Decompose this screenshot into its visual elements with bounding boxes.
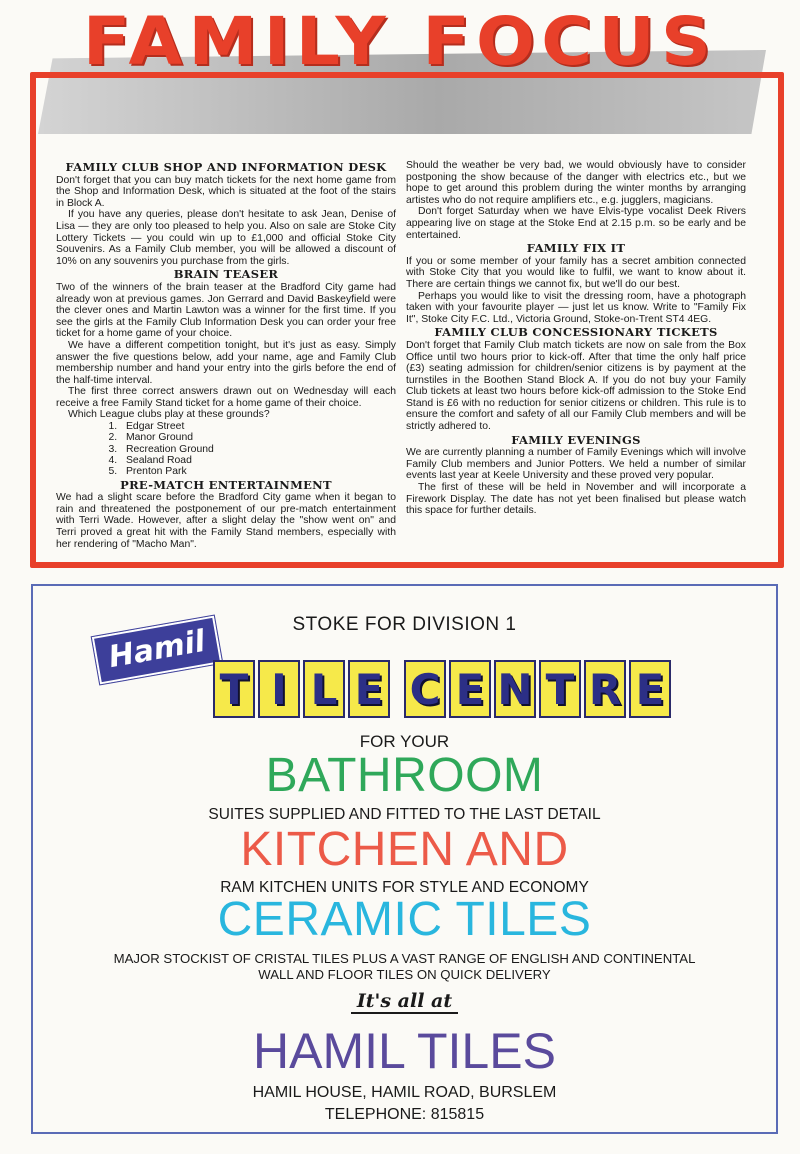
ad-ceramic-line-2: WALL AND FLOOR TILES ON QUICK DELIVERY bbox=[258, 967, 551, 982]
section-paragraph: Two of the winners of the brain teaser at the Bradford City game had already won at previous games. Jon Gerrard and David Baskeyfield were the clever ones and Martin Lawton was a winner for the first time. If you see the girls at the Family Club Information Desk you can order your free ticket for a home game of your choice. bbox=[56, 281, 396, 340]
grounds-list-item: 4. Sealand Road bbox=[120, 455, 396, 466]
section-paragraph: Which League clubs play at these grounds? bbox=[68, 409, 270, 421]
tile-letter: E bbox=[348, 660, 390, 718]
ad-kitchen: KITCHEN AND bbox=[240, 823, 569, 876]
grounds-list bbox=[120, 421, 396, 477]
grounds-list-item: 5. Prenton Park bbox=[120, 466, 396, 477]
section-paragraph: Don't forget Saturday when we have Elvis-type vocalist Deek Rivers appearing live on stage at the Stoke End at 2.15 p.m. so be early and be entertained. bbox=[406, 206, 746, 241]
tile-centre-logo bbox=[213, 658, 671, 720]
section-paragraph: Don't forget that you can buy match tickets for the next home game from the Shop and Information Desk, which is situated at the foot of the stairs in Block A. bbox=[56, 174, 396, 209]
ad-address: HAMIL HOUSE, HAMIL ROAD, BURSLEM bbox=[252, 1084, 557, 1101]
tile-letter: L bbox=[303, 660, 345, 718]
grounds-list-item: 3. Recreation Ground bbox=[120, 444, 396, 455]
tile-letter: R bbox=[584, 660, 626, 718]
tile-letter: E bbox=[449, 660, 491, 718]
section-heading: FAMILY CLUB CONCESSIONARY TICKETS bbox=[434, 325, 718, 340]
section-paragraph: We have a different competition tonight, but it's just as easy. Simply answer the five questions below, add your name, age and Family Club membership number and hand your entry into the girls before the end of the half-time interval. bbox=[56, 339, 396, 386]
section-paragraph: Perhaps you would like to visit the dressing room, have a photograph taken with your favourite player — just let us know. Write to "Family Fix It", Stoke City F.C. Ltd., Victoria Ground, Stoke-on-Trent ST4 4EG. bbox=[406, 290, 746, 325]
grounds-list-item: 1. Edgar Street bbox=[120, 421, 396, 432]
tile-letter: N bbox=[494, 660, 536, 718]
tile-letter: T bbox=[213, 660, 255, 718]
its-all-at-text: It's all at bbox=[351, 990, 458, 1014]
left-column bbox=[56, 160, 396, 550]
tile-letter bbox=[393, 660, 401, 718]
tile-letter: C bbox=[404, 660, 446, 718]
ad-kitchen-line: RAM KITCHEN UNITS FOR STYLE AND ECONOMY bbox=[220, 879, 589, 896]
ad-telephone: TELEPHONE: 815815 bbox=[324, 1106, 485, 1123]
section-heading: PRE-MATCH ENTERTAINMENT bbox=[120, 477, 332, 492]
hamil-tiles-advert bbox=[31, 584, 778, 1134]
section-paragraph: If you or some member of your family has a secret ambition connected with Stoke City that you would like to fulfil, we want to know about it. There are certain things we cannot fix, but we'll do our best. bbox=[406, 255, 746, 290]
ad-its-all-at bbox=[33, 990, 776, 1012]
tile-letter: E bbox=[629, 660, 671, 718]
section-heading: BRAIN TEASER bbox=[173, 267, 279, 282]
grounds-list-item: 2. Manor Ground bbox=[120, 432, 396, 443]
focus-columns bbox=[56, 160, 746, 550]
section-heading: FAMILY EVENINGS bbox=[511, 432, 641, 447]
section-paragraph: We are currently planning a number of Family Evenings which will involve Family Club members and Junior Potters. We held a number of similar events last year at Keele University and these proved very popular. bbox=[406, 447, 746, 482]
section-paragraph: If you have any queries, please don't hesitate to ask Jean, Denise of Lisa — they are only too pleased to help you. Also on sale are Stoke City Lottery Tickets — you could win up to £1,000 and official Stoke City Souvenirs. As a Family Club member, you will be allowed a discount of 10% on any souvenirs you purchase from the girls. bbox=[56, 209, 396, 267]
ad-slogan: STOKE FOR DIVISION 1 bbox=[292, 614, 517, 635]
section-heading: FAMILY CLUB SHOP AND INFORMATION DESK bbox=[65, 160, 387, 174]
section-heading: FAMILY FIX IT bbox=[526, 241, 626, 256]
section-paragraph: Should the weather be very bad, we would obviously have to consider postponing the show because of the danger with electrics etc., but we hope to get around this problem during the winter months by arranging artistes who do not require amplifiers etc., e.g. jugglers, magicians. bbox=[406, 160, 746, 206]
ad-ceramic: CERAMIC TILES bbox=[217, 893, 592, 946]
ad-bathroom-line: SUITES SUPPLIED AND FITTED TO THE LAST DETAIL bbox=[208, 806, 601, 823]
section-paragraph: The first three correct answers drawn out on Wednesday will each receive a free Family Stand ticket for a home game of their choice. bbox=[56, 386, 396, 409]
section-paragraph: The first of these will be held in November and will incorporate a Firework Display. The date has not yet been finalised but please watch this space for further details. bbox=[406, 482, 746, 517]
section-paragraph: Don't forget that Family Club match tickets are now on sale from the Box Office until two hours prior to kick-off. After that time the only half price (£3) seating admission for children/senior citizens is by payment at the turnstiles in the Boothen Stand Block A. If you do not buy your Family Club tickets at least two hours before kick-off admission to the Stoke End Stand is £6 with no reduction for senior citizens or children. This rule is to ensure the comfort and safety of all our Family Club members and will be strictly adhered to. bbox=[406, 339, 746, 433]
ad-company-name: HAMIL TILES bbox=[253, 1023, 556, 1079]
ad-bathroom: BATHROOM bbox=[265, 749, 544, 802]
tile-letter: T bbox=[539, 660, 581, 718]
ad-for-your: FOR YOUR bbox=[359, 732, 450, 751]
tile-letter: I bbox=[258, 660, 300, 718]
hamil-badge-logo: Hamil bbox=[92, 616, 222, 685]
right-column bbox=[406, 160, 746, 550]
ad-ceramic-line-1: MAJOR STOCKIST OF CRISTAL TILES PLUS A VAST RANGE OF ENGLISH AND CONTINENTAL bbox=[113, 951, 696, 966]
page-title: FAMILY FOCUS bbox=[82, 3, 718, 80]
section-paragraph: We had a slight scare before the Bradford City game when it began to rain and threatened the postponement of our pre-match entertainment with Terri Wade. However, after a slight delay the "show went on" and Terri proved a great hit with the Family Stand members, especially with her rendering of "Macho Man". bbox=[56, 492, 396, 550]
